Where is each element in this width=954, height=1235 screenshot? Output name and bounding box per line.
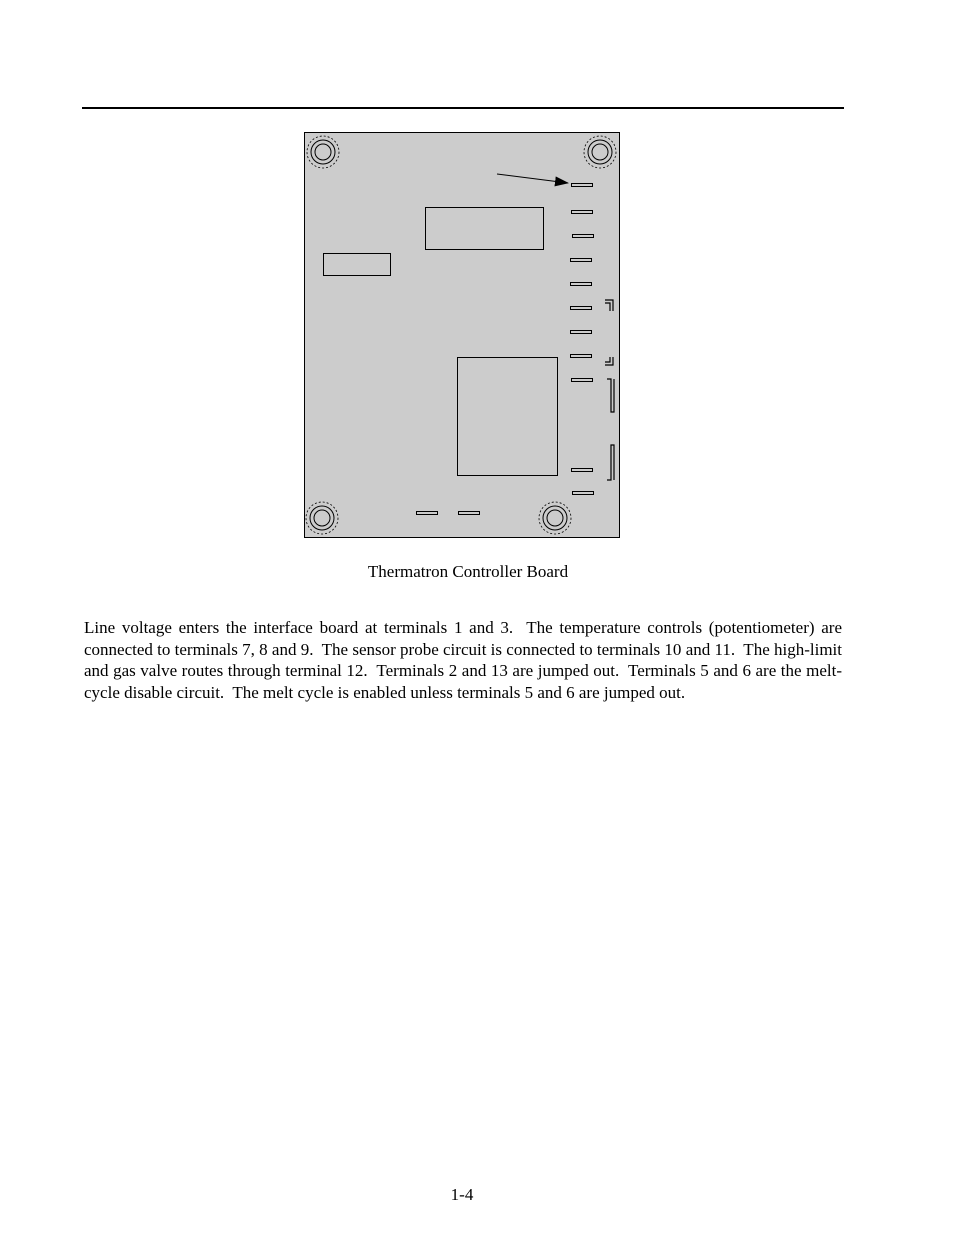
terminal-9 <box>572 379 593 382</box>
component-top-chip <box>426 208 544 250</box>
terminal-2 <box>572 211 593 214</box>
terminal-1 <box>572 184 593 187</box>
terminal-5 <box>571 283 592 286</box>
terminal-bottom-right <box>459 512 480 515</box>
board-outline <box>305 133 620 538</box>
component-large-block <box>458 358 558 476</box>
terminal-6 <box>571 307 592 310</box>
terminal-3 <box>573 235 594 238</box>
page-number: 1-4 <box>450 1185 474 1204</box>
header-rule <box>82 107 844 109</box>
terminal-7 <box>571 331 592 334</box>
terminal-4 <box>571 259 592 262</box>
terminal-8 <box>571 355 592 358</box>
terminal-bottom-left <box>417 512 438 515</box>
controller-board-diagram <box>304 132 620 538</box>
body-paragraph: Line voltage enters the interface board at terminals 1 and 3. The temperature controls (potentiometer) are connected to terminals 7, 8 and 9. The sensor probe circuit is connected to terminals 10 and 11. The high-limit and gas valve routes through terminal 12. Terminals 2 and 13 are jumped out. Terminals 5 and 6 are the melt-cycle disable circuit. The melt cycle is enabled unless terminals 5 and 6 are jumped out. <box>84 618 847 702</box>
terminal-11 <box>573 492 594 495</box>
terminal-10 <box>572 469 593 472</box>
figure-caption: Thermatron Controller Board <box>367 562 569 581</box>
component-left-chip <box>324 254 391 276</box>
